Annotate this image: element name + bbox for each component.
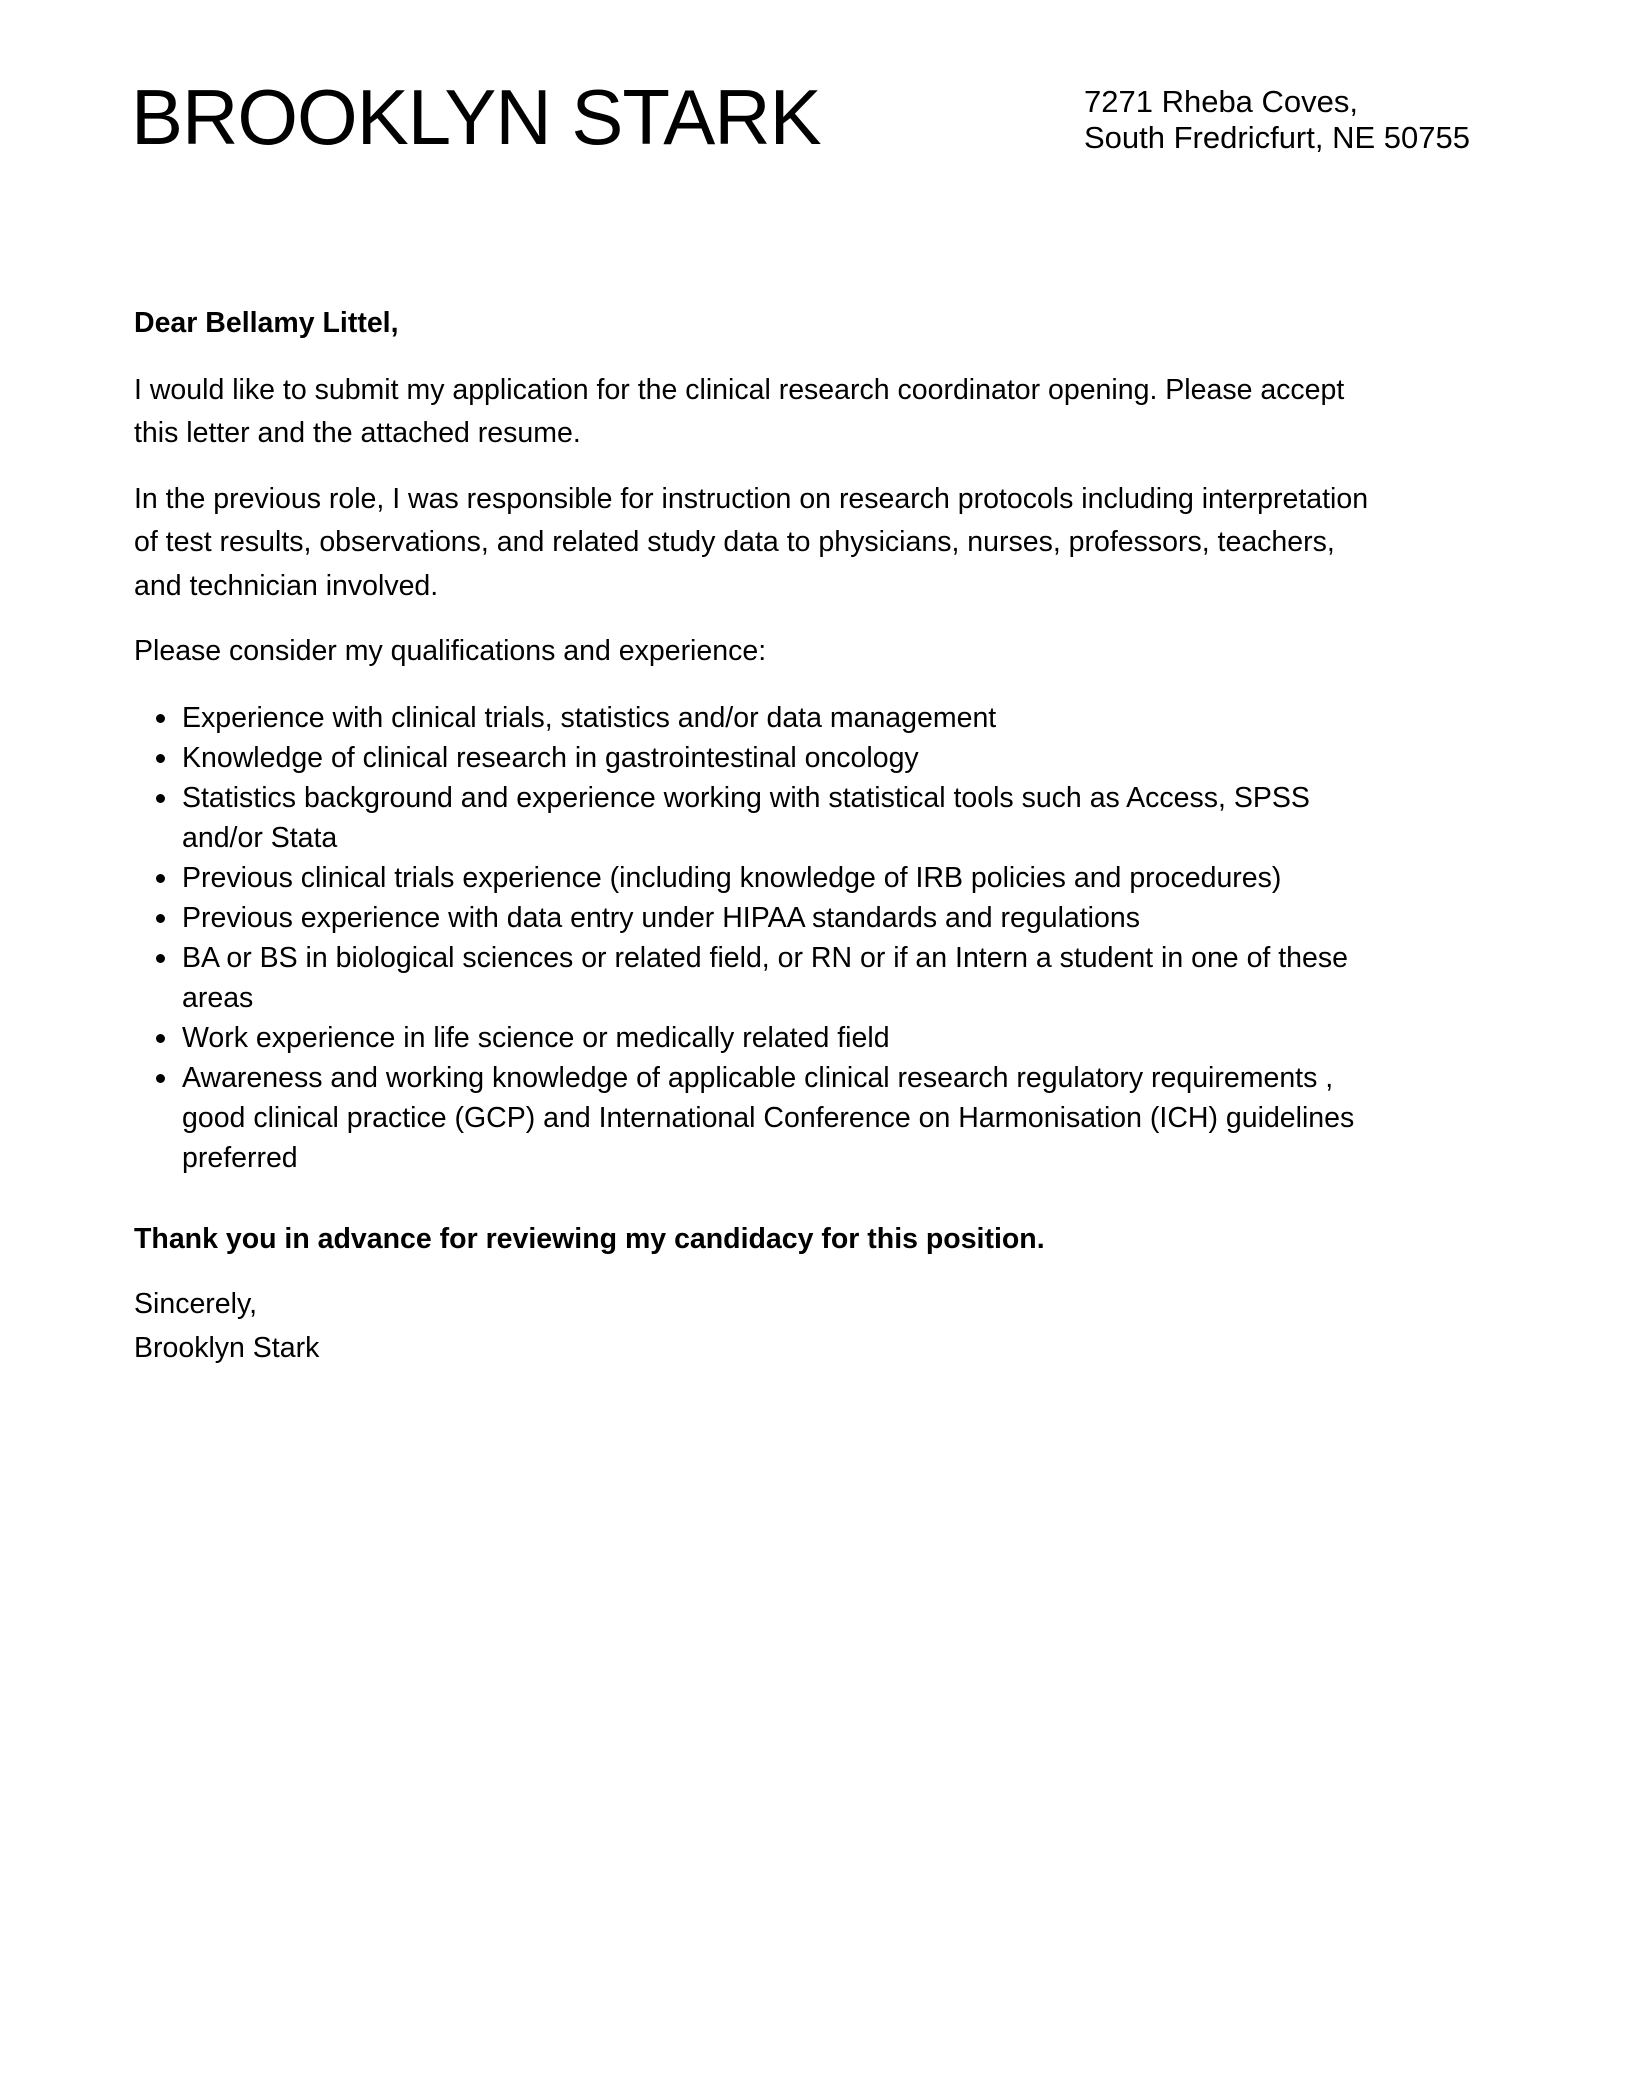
paragraph-line: In the previous role, I was responsible for instruction on research protocols including interpretation [134,482,1369,515]
address-line-2: South Fredricfurt, NE 50755 [1084,120,1470,155]
paragraph-line: this letter and the attached resume. [134,417,581,449]
list-item [134,778,1514,858]
bullet-icon [156,874,165,883]
list-item-text: Statistics background and experience working with statistical tools such as Access, SPSS [182,781,1310,814]
signature: Brooklyn Stark [134,1331,320,1364]
list-item-text: Work experience in life science or medically related field [182,1021,890,1054]
list-item-text: Experience with clinical trials, statistics and/or data management [182,701,997,734]
list-item [134,738,1514,778]
list-item-text: good clinical practice (GCP) and International Conference on Harmonisation (ICH) guidelines [182,1101,1355,1134]
list-item-text: Previous experience with data entry under HIPAA standards and regulations [182,901,1140,934]
list-item-text: and/or Stata [182,821,338,854]
qualifications-list [134,698,1514,1178]
list-item-text: Knowledge of clinical research in gastrointestinal oncology [182,741,919,774]
paragraph-experience [134,478,1514,609]
bullet-icon [156,714,165,723]
bullet-icon [156,954,165,963]
list-item-text: areas [182,981,254,1014]
signoff: Sincerely, [134,1288,258,1320]
paragraph-line: of test results, observations, and related study data to physicians, nurses, professors, teachers, [134,526,1335,558]
bullet-icon [156,754,165,763]
bullet-icon [156,1074,165,1083]
list-item [134,698,1514,738]
paragraph-line: I would like to submit my application for the clinical research coordinator opening. Please accept [134,373,1345,406]
bullet-icon [156,794,165,803]
address-line-1: 7271 Rheba Coves, [1084,84,1359,119]
list-item-text: BA or BS in biological sciences or related field, or RN or if an Intern a student in one of these [182,941,1348,974]
salutation: Dear Bellamy Littel, [134,307,399,339]
list-item [134,938,1514,1018]
letter-body [134,302,1514,1370]
list-item [134,1058,1514,1178]
paragraph-line: and technician involved. [134,569,439,602]
applicant-name: BROOKLYN STARK [131,73,821,161]
list-item-text: Awareness and working knowledge of applicable clinical research regulatory requirements , [182,1061,1334,1094]
paragraph-intro [134,369,1514,456]
bullet-icon [156,1034,165,1043]
closing-statement: Thank you in advance for reviewing my candidacy for this position. [134,1222,1045,1255]
applicant-address [1084,84,1470,156]
list-item-text: preferred [182,1141,298,1174]
list-item-text: Previous clinical trials experience (including knowledge of IRB policies and procedures) [182,861,1282,894]
list-item [134,858,1514,898]
list-item [134,898,1514,938]
qualifications-intro: Please consider my qualifications and experience: [134,635,767,667]
bullet-icon [156,914,165,923]
list-item [134,1018,1514,1058]
signoff-block [134,1283,1514,1370]
